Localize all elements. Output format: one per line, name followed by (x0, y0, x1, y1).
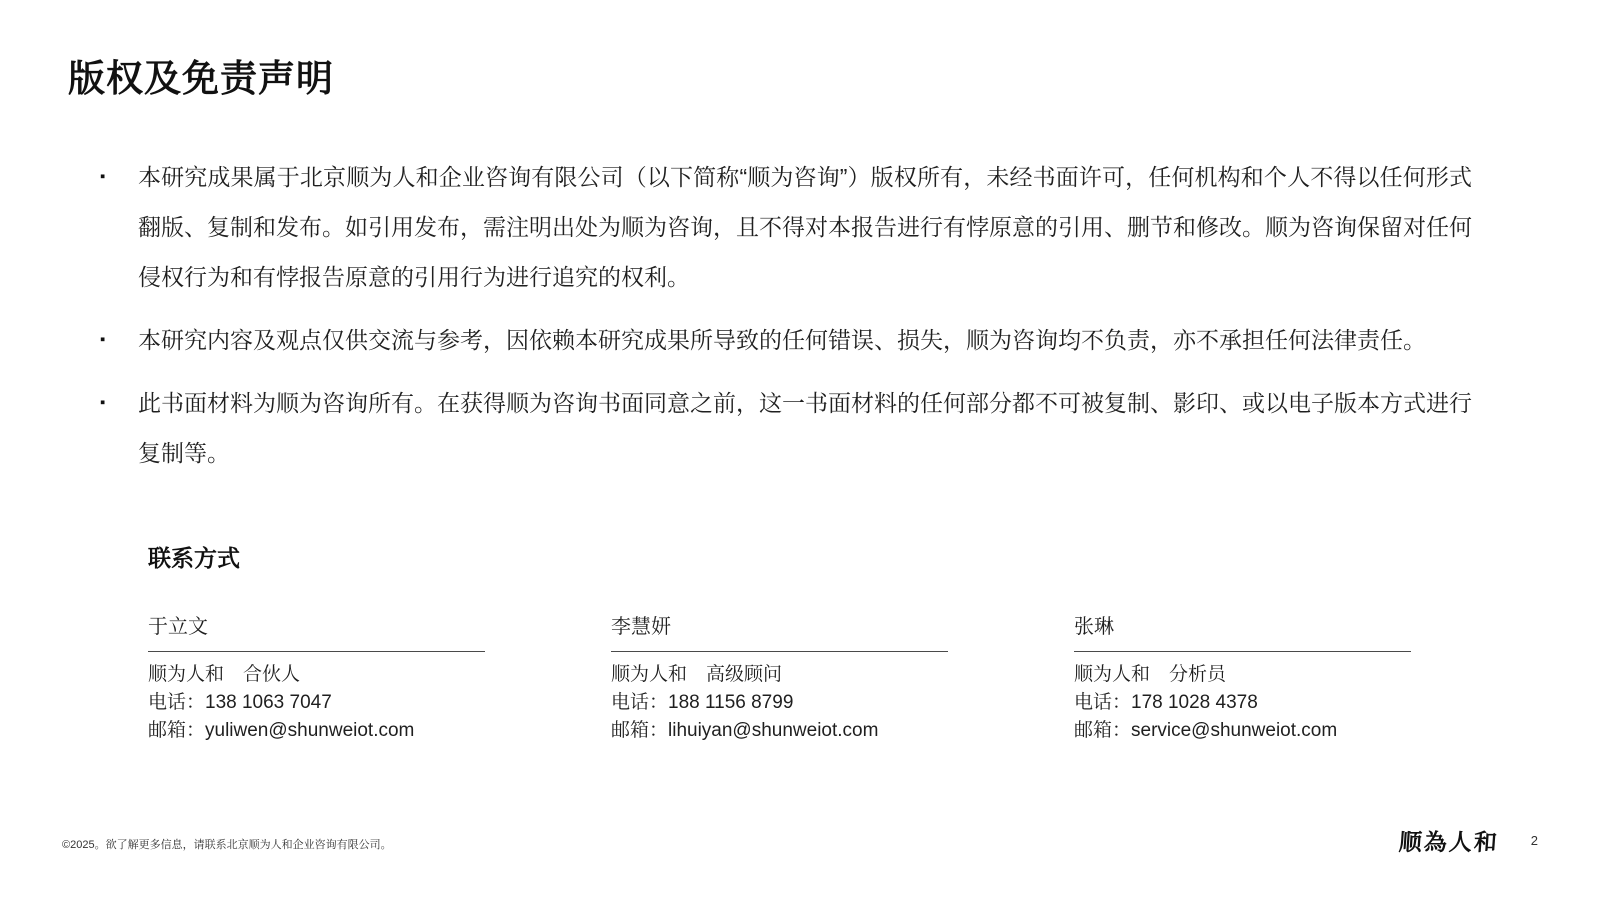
disclaimer-item-reproduction (100, 378, 1472, 478)
contact-grid (148, 610, 1411, 745)
disclaimer-text-liability: ▪ 本研究内容及观点仅供交流与参考，因依赖本研究成果所导致的任何错误、损失，顺为咨询均不负责，亦不承担任何法律责任。 (138, 327, 1426, 353)
contact-phone: 电话：178 1028 4378 (1074, 692, 1258, 713)
contact-role: 顺为人和 合伙人 (148, 664, 301, 685)
page-title: 版权及免责声明 (68, 58, 334, 99)
footer-right (1399, 824, 1538, 857)
contact-email: 邮箱：service@shunweiot.com (1074, 720, 1338, 741)
disclaimer-item-liability (100, 315, 1472, 365)
disclaimer-item-copyright (100, 152, 1472, 302)
contact-name: 李慧妍 (611, 610, 948, 652)
disclaimer-text-copyright: ▪ 本研究成果属于北京顺为人和企业咨询有限公司（以下简称“顺为咨询”）版权所有，未经书面许可，任何机构和个人不得以任何形式翻版、复制和发布。如引用发布，需注明出处为顺为咨询，且不得对本报告进行有悖原意的引用、删节和修改。顺为咨询保留对任何侵权行为和有悖报告原意的引用行为进行追究的权利。 (138, 164, 1472, 290)
contact-email: 邮箱：yuliwen@shunweiot.com (148, 720, 415, 741)
company-logo: 顺為人和 (1397, 829, 1500, 856)
contact-name: 于立文 (148, 610, 485, 652)
page-number: 2 (1530, 833, 1538, 848)
contact-card (1074, 610, 1411, 745)
contact-card (611, 610, 948, 745)
contact-name: 张琳 (1074, 610, 1411, 652)
contact-phone: 电话：188 1156 8799 (611, 692, 794, 713)
copyright-note: ©2025。欲了解更多信息，请联系北京顺为人和企业咨询有限公司。 (62, 839, 392, 851)
contact-role: 顺为人和 分析员 (1074, 664, 1227, 685)
contact-card (148, 610, 485, 745)
disclaimer-list (100, 152, 1472, 491)
disclaimer-text-reproduction: ▪ 此书面材料为顺为咨询所有。在获得顺为咨询书面同意之前，这一书面材料的任何部分都不可被复制、影印、或以电子版本方式进行复制等。 (138, 390, 1472, 466)
contact-phone: 电话：138 1063 7047 (148, 692, 332, 713)
contact-role: 顺为人和 高级顾问 (611, 664, 783, 685)
contact-email: 邮箱：lihuiyan@shunweiot.com (611, 720, 879, 741)
contacts-heading: 联系方式 (148, 545, 240, 571)
